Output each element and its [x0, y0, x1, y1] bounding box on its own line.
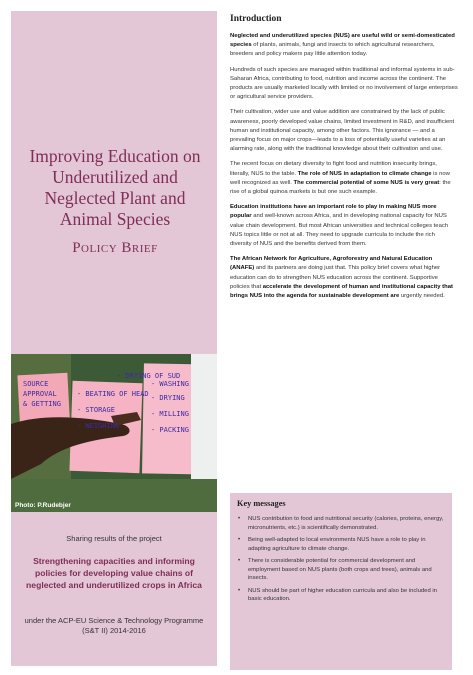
intro-p4-c: is now well recognized as well. [230, 170, 450, 186]
key-message-text: Being well-adapted to local environments NUS have a role to play in adapting agriculture to climate change. [248, 537, 426, 552]
intro-p6-b: and its partners are doing just that. This policy brief covers what higher education can do to strengthen NUS education across the continent. Supportive policies that [230, 265, 441, 290]
intro-p5-a: Education institutions have an important role to play in making NUS more popular [230, 204, 437, 220]
intro-p1-bold: Neglected and underutilized species (NUS) are useful wild or semi-domesticated species [230, 33, 455, 49]
intro-p6-a: The African Network for Agriculture, Agroforestry and Natural Education (ANAFE) [230, 256, 433, 272]
intro-p4-d: The commercial potential of some NUS is very great [293, 179, 440, 186]
intro-p6-d: urgently needed. [399, 293, 445, 300]
intro-p1-rest: of plants, animals, fungi and insects to which agricultural researchers, breeders and policy makers pay little attention today. [230, 42, 435, 58]
intro-p4-e: : the rise of a global quinoa markets is but one such example. [230, 179, 451, 196]
bullet-icon: • [238, 587, 241, 594]
photo-credit: Photo: P.Rudebjer [15, 502, 71, 509]
intro-p5-b: and well-known across Africa, and in developing national capacity for NUS value chain development. But most African universities and technical colleges teach NUS topics little or not at all. They need to upgrade curricula to include the rich diversity of NUS and the benefits derived from them. [230, 213, 449, 248]
intro-p4-a: The recent focus on dietary diversity to fight food and nutrition insecurity brings, literally, NUS to the table. [230, 161, 437, 177]
intro-paragraph-4 [230, 160, 458, 197]
key-message-text: NUS should be part of higher education curricula and also be included in basic education. [248, 587, 437, 602]
intro-paragraph-1 [230, 32, 458, 60]
bullet-icon: • [238, 558, 241, 564]
photo-note-7: - DRYING OF SUD [117, 372, 181, 380]
intro-paragraph-2: Hundreds of such species are managed within traditional and informal systems in sub-Saharan Africa, contributing to food, nutrition and income across the continent. The products are usually marketed locally with limited or no involvement of large enterprises or agricultural service providers. [230, 66, 458, 101]
key-messages-list [236, 515, 446, 608]
photo-note-3: & GETTING [23, 400, 61, 408]
bullet-icon: • [238, 516, 241, 522]
intro-heading: Introduction [230, 14, 282, 24]
intro-p4-b: The role of NUS in adaptation to climate change [297, 170, 432, 177]
bullet-icon: • [238, 537, 241, 543]
document-subtitle: Policy Brief [72, 240, 158, 256]
key-message-text: There is considerable potential for commercial development and employment based on NUS plants (both crops and trees), animals and insects. [248, 558, 432, 581]
photo-note-8: - WASHING [151, 380, 189, 388]
photo-note-9: - DRYING [151, 394, 185, 402]
photo-note-5: - STORAGE [77, 406, 115, 414]
photo-note-2: APPROVAL [23, 390, 57, 398]
key-messages-box [230, 493, 452, 670]
key-message-item [236, 536, 446, 553]
key-message-item [236, 557, 446, 583]
programme-text: under the ACP-EU Science & Technology Programme (S&T II) 2014-2016 [24, 616, 204, 635]
sharing-text: Sharing results of the project [66, 534, 162, 543]
project-title: Strengthening capacities and informing policies for developing value chains of neglected and underutilized crops in Africa [26, 556, 202, 590]
photo-note-4: - BEATING OF HEAD [77, 390, 149, 398]
key-message-item [236, 515, 446, 532]
intro-paragraph-6 [230, 255, 458, 301]
photo-note-10: - MILLING [151, 410, 189, 418]
intro-paragraph-3: Their cultivation, wider use and value addition are constrained by the lack of public awareness, poorly developed value chains, limited investment in R&D, and insufficient human and institutional capacity, among other factors. This ignorance — and a prevailing focus on major crops—leads to a loss of potentially useful varieties at an alarming rate, along with the traditional knowledge about their cultivation and use. [230, 109, 455, 153]
key-message-text: NUS contribution to food and nutritional security (calories, proteins, energy, micronutrients, etc.) is scientifically demonstrated. [248, 516, 444, 531]
cover-photo-illustration [11, 354, 217, 512]
sidebar [11, 11, 217, 666]
photo-note-6: - WEIGHING [77, 422, 120, 430]
photo-note-11: - PACKING [151, 426, 189, 434]
document-title: Improving Education on Underutilized and Neglected Plant and Animal Species [29, 146, 201, 229]
key-messages-heading: Key messages [237, 499, 286, 508]
photo-note-1: SOURCE [23, 380, 49, 388]
intro-p6-c: accelerate the development of human and institutional capacity that brings NUS into the agenda for sustainable development are [230, 283, 453, 300]
cover-photo [11, 354, 217, 512]
intro-column [230, 14, 458, 307]
intro-paragraph-5 [230, 203, 458, 249]
key-message-item [236, 587, 446, 604]
